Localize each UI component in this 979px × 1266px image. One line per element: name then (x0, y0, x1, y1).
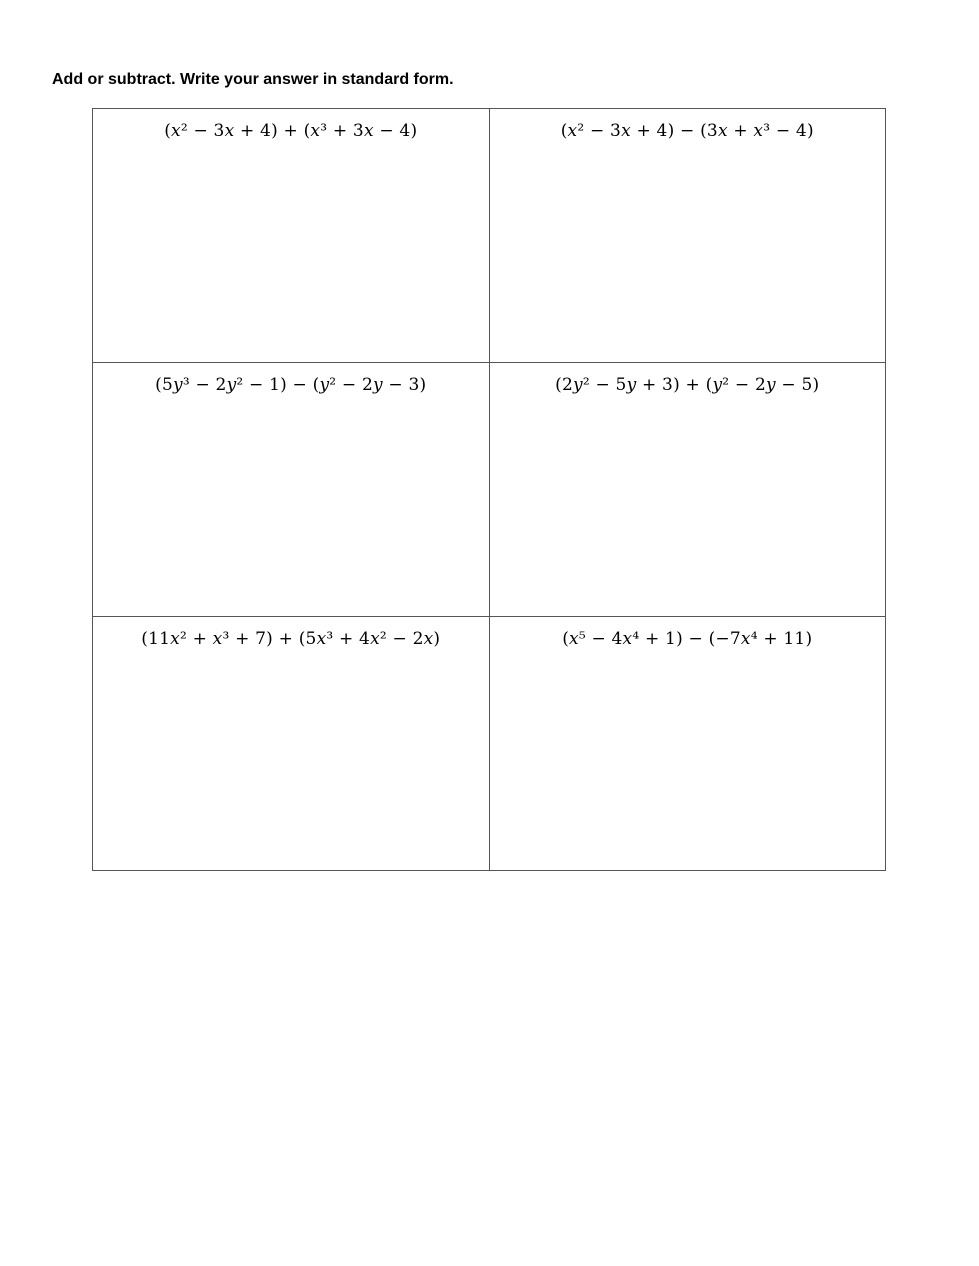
problem-expression-5: (11x² + x³ + 7) + (5x³ + 4x² − 2x) (141, 629, 441, 649)
problem-expression-4: (2y² − 5y + 3) + (y² − 2y − 5) (555, 375, 820, 395)
problem-row (93, 109, 886, 363)
problem-expression-1: (x² − 3x + 4) + (x³ + 3x − 4) (164, 121, 418, 141)
problem-cell-4[interactable] (489, 363, 886, 617)
problem-cell-1[interactable] (93, 109, 490, 363)
problem-row (93, 363, 886, 617)
problem-grid (92, 108, 886, 871)
problem-row (93, 617, 886, 871)
problem-expression-6: (x⁵ − 4x⁴ + 1) − (−7x⁴ + 11) (562, 629, 813, 649)
problem-cell-3[interactable] (93, 363, 490, 617)
problem-cell-2[interactable] (489, 109, 886, 363)
instructions-heading: Add or subtract. Write your answer in standard form. (52, 71, 454, 88)
problem-expression-3: (5y³ − 2y² − 1) − (y² − 2y − 3) (155, 375, 427, 395)
problem-expression-2: (x² − 3x + 4) − (3x + x³ − 4) (560, 121, 814, 141)
problem-cell-5[interactable] (93, 617, 490, 871)
problem-cell-6[interactable] (489, 617, 886, 871)
